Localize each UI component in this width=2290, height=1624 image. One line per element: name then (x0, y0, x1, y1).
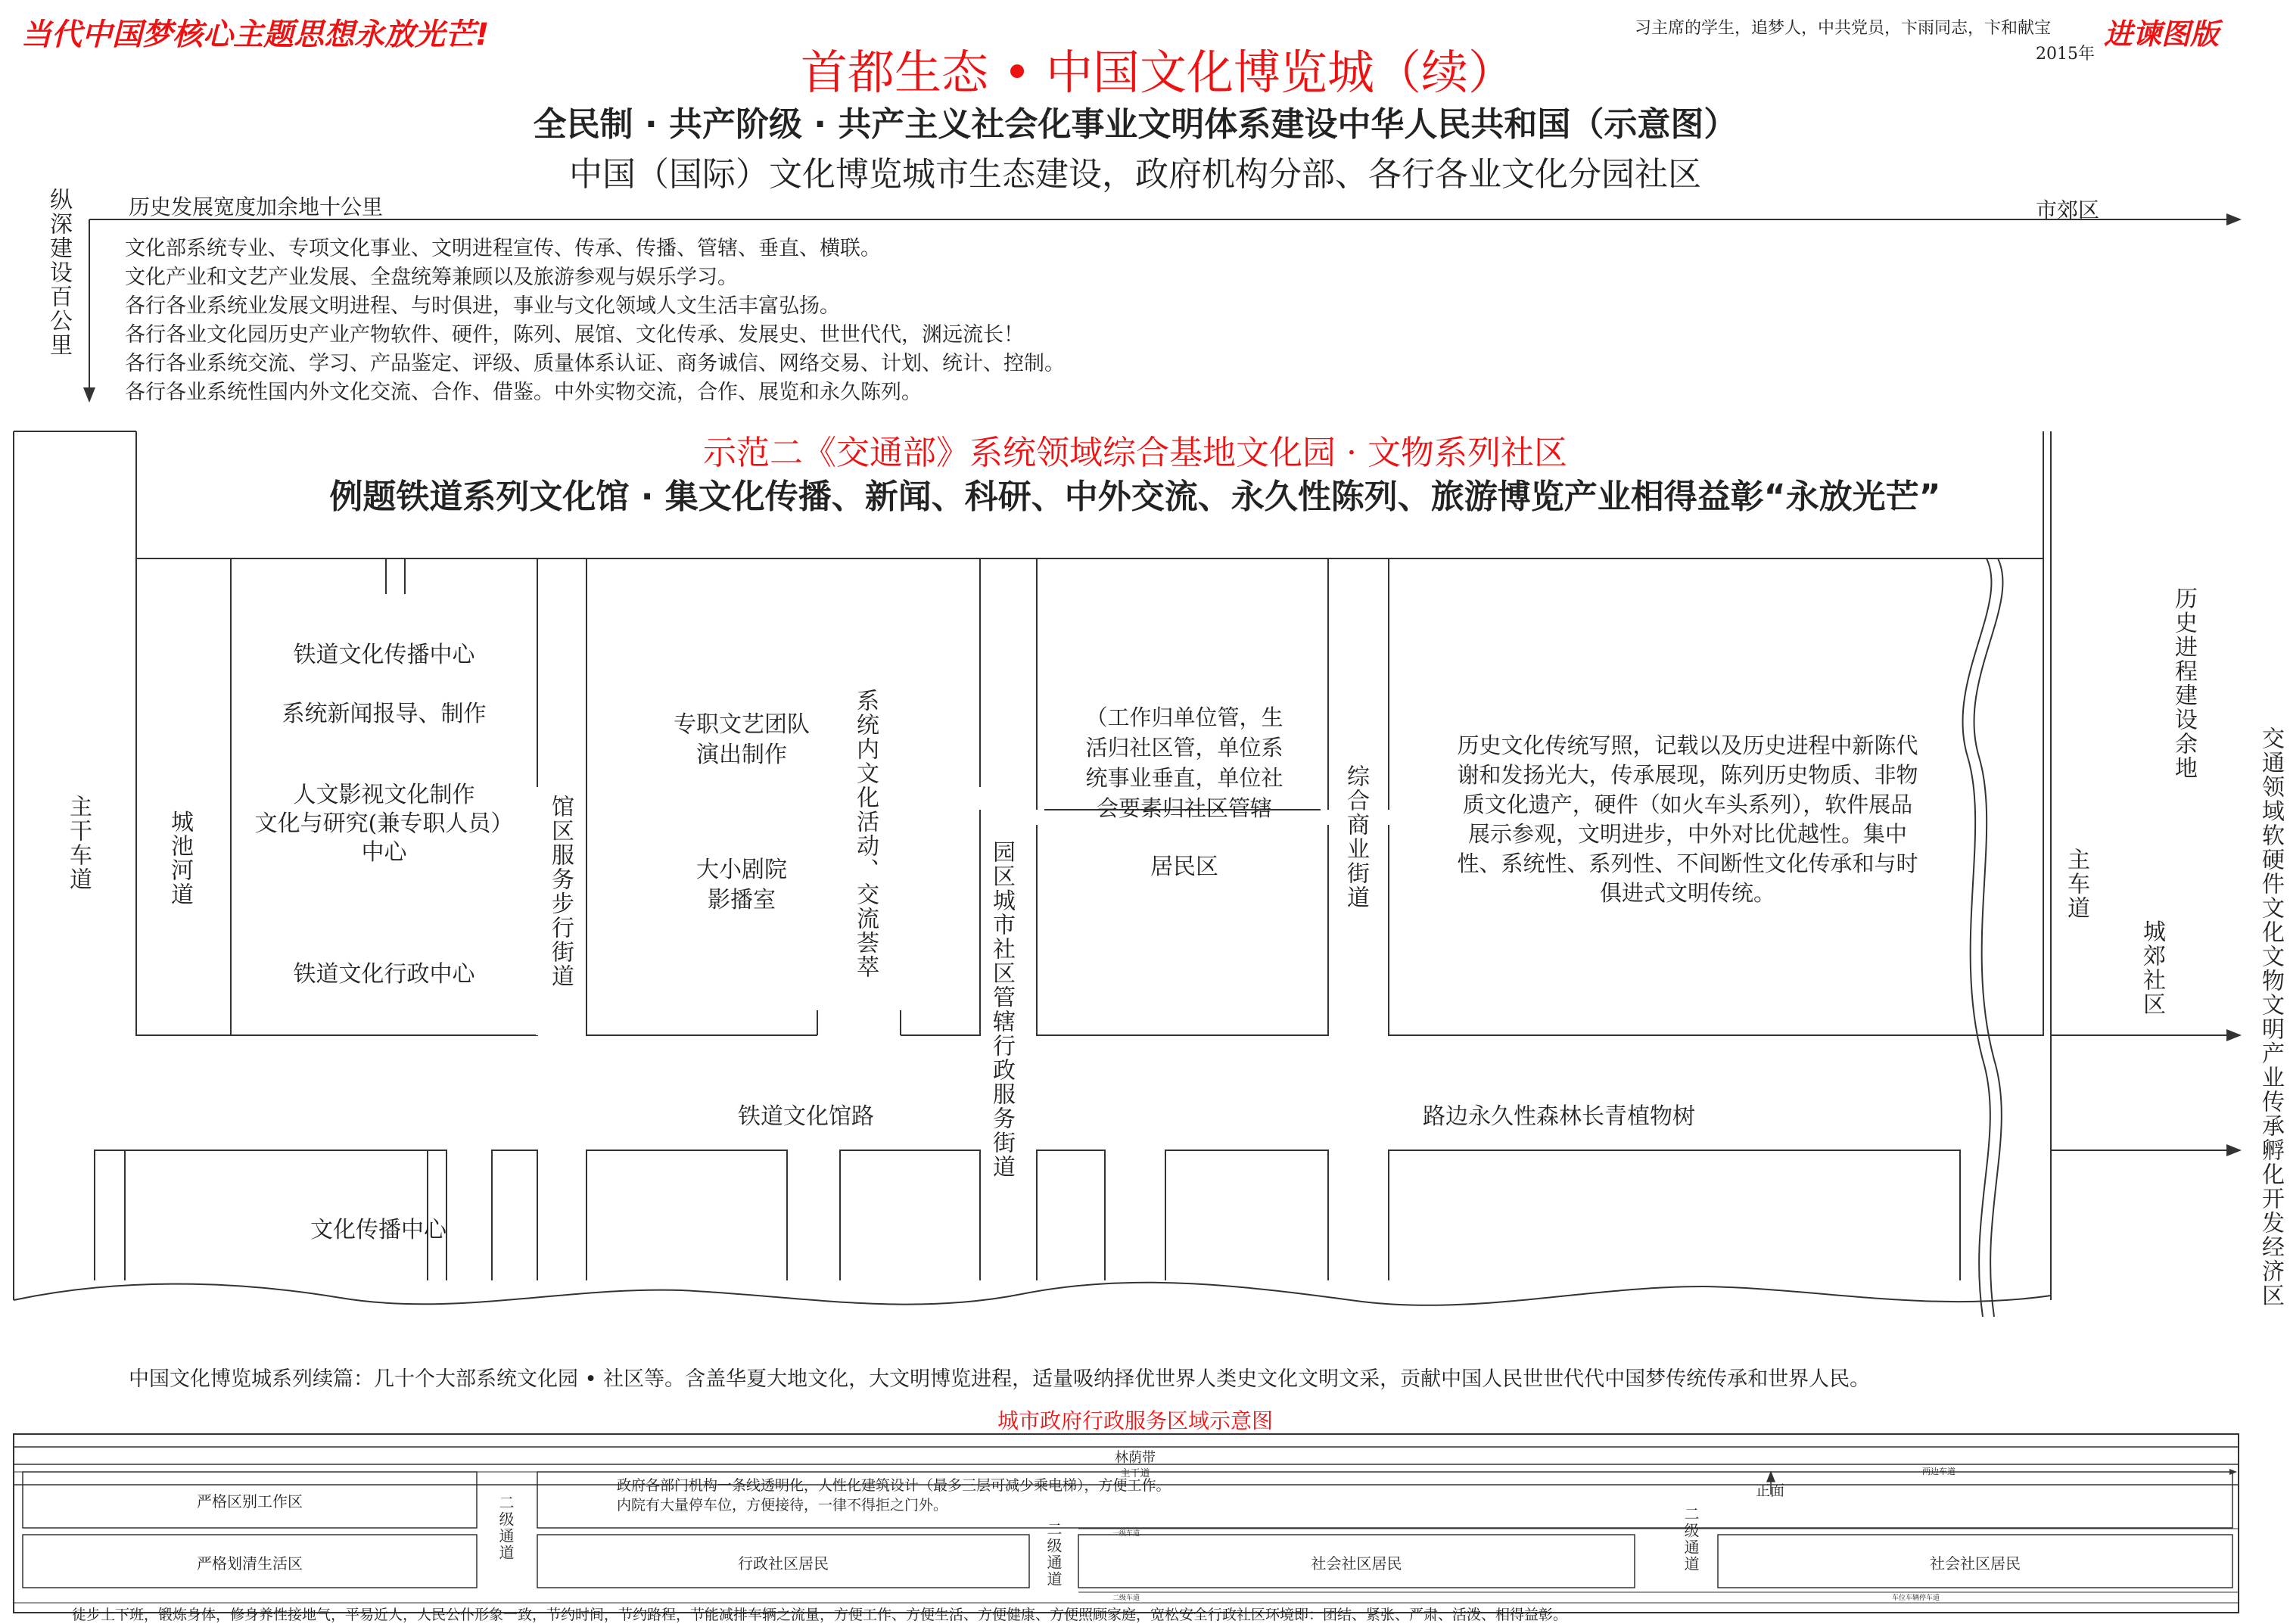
block1-news: 系统新闻报导、制作 (282, 701, 487, 727)
block1-media-line: 文化与研究(兼专职人员） (254, 810, 514, 837)
intro-line: 文化部系统专业、专项文化事业、文明进程宣传、传承、传播、管辖、垂直、横联。 (125, 237, 881, 260)
work-zone: 严格区别工作区 (197, 1492, 303, 1510)
block3-residential: 居民区 (1150, 854, 1218, 880)
admin-street: 园区城市社区管辖行政服务街道 (988, 840, 1015, 1179)
service-street: 馆区服务步行街道 (547, 795, 574, 988)
culture-center: 文化传播中心 (310, 1217, 446, 1243)
channel-2: 二级通道 (1044, 1521, 1063, 1588)
bidirectional-label: 两边车道 (1922, 1467, 1956, 1476)
gate-label: 正面 (1756, 1482, 1785, 1499)
block3-note (1044, 702, 1324, 823)
parking-road: 车位车辆停车道 (1892, 1594, 1940, 1602)
greenbelt-label: 林荫带 (1115, 1450, 1156, 1466)
main-road-right: 主车道 (2063, 848, 2089, 920)
block4-text (1415, 731, 1960, 908)
gov-title: 城市政府行政服务区域示意图 (997, 1408, 1273, 1433)
block2-activities: 系统内文化活动、交流荟萃 (852, 689, 879, 979)
block3-note-line: （工作归单位管，生 (1085, 705, 1283, 730)
intro-line: 文化产业和文艺产业发展、全盘统筹兼顾以及旅游参观与娱乐学习。 (125, 266, 738, 289)
admin-residents: 行政社区居民 (738, 1554, 829, 1573)
block4-text-line: 谢和发扬光大，传承展现，陈列历史物质、非物 (1457, 762, 1918, 788)
gov-description-line: 政府各部门机构一条线透明化，人性化建筑设计（最多三层可减少乘电梯），方便工作。 (617, 1477, 1171, 1494)
block1-title: 铁道文化传播中心 (293, 642, 475, 668)
level1-road: 一级车道 (1112, 1530, 1140, 1538)
block2-troupe-line: 演出制作 (696, 742, 787, 768)
intro-line: 各行各业文化园历史产业产物软件、硬件，陈列、展馆、文化传承、发展史、世世代代，渊远流长！ (125, 323, 1024, 347)
forest-road: 路边永久性森林长青植物树 (1423, 1103, 1695, 1130)
brand-label: 进谏图版 (2104, 17, 2220, 51)
level2-road: 二级车道 (1112, 1594, 1140, 1602)
block2-troupe (621, 710, 863, 770)
block1-media-line: 中心 (361, 839, 407, 866)
gov-bottom-line: 徒步上下班，锻炼身体，修身养性接地气，平易近人，人民公仆形象一致，节约时间，节约路程，节能减排车辆之流量，方便工作、方便生活、方便健康、方便照顾家庭，宽松安全行政社区环境即：团结、紧张、严肃、活泼、相得益彰。 (72, 1607, 1568, 1623)
intro-line: 各行各业系统交流、学习、产品鉴定、评级、质量体系认证、商务诚信、网络交易、计划、统计、控制。 (125, 352, 1065, 375)
footer-note: 中国文化博览城系列续篇：几十个大部系统文化园 • 社区等。含盖华夏大地文化，大文明博览进程，适量吸纳择优世界人类史文化文明文采，贡献中国人民世世代代中国梦传统传承和世界人民。 (129, 1367, 1871, 1391)
block3-note-line: 会要素归社区管辖 (1096, 795, 1272, 821)
history-reserve: 历史进程建设余地 (2170, 586, 2197, 780)
railway-road: 铁道文化馆路 (738, 1103, 874, 1130)
section-title: 示范二《交通部》系统领域综合基地文化园 · 文物系列社区 (703, 434, 1567, 472)
subtitle-secondary: 中国（国际）文化博览城市生态建设，政府机构分部、各行各业文化分园社区 (569, 155, 1701, 194)
social-residents-1: 社会社区居民 (1311, 1554, 1402, 1573)
main-road-left: 主干车道 (65, 795, 92, 891)
intro-list (125, 235, 1065, 407)
commerce-street: 综合商业街道 (1343, 764, 1369, 910)
life-zone: 严格划清生活区 (197, 1554, 303, 1573)
suburb-label: 市郊区 (2036, 198, 2100, 222)
main-road-label: 主干道 (1120, 1468, 1150, 1479)
channel-3: 二级通道 (1682, 1506, 1700, 1573)
intro-line: 各行各业系统性国内外文化交流、合作、借鉴。中外实物交流，合作、展览和永久陈列。 (125, 381, 922, 404)
block2-troupe-line: 专职文艺团队 (674, 711, 810, 738)
block2-theatre-line: 大小剧院 (696, 857, 787, 883)
block2-theatre-line: 影播室 (708, 887, 776, 913)
subtitle-main: 全民制 · 共产阶级 · 共产主义社会化事业文明体系建设中华人民共和国（示意图） (533, 105, 1738, 144)
gov-description (617, 1476, 1171, 1515)
block4-text-line: 性、系统性、系列性、不间断性文化传承和与时 (1457, 851, 1918, 876)
block4-text-line: 质文化遗产，硬件（如火车头系列），软件展品 (1462, 792, 1913, 817)
block1-media-line: 人文影视文化制作 (293, 782, 475, 808)
vertical-axis-label: 纵深建设百公里 (45, 188, 72, 357)
social-residents-2: 社会社区居民 (1930, 1554, 2021, 1573)
block2-theatre (621, 855, 863, 916)
block1-media (231, 781, 537, 867)
gov-description-line: 内院有大量停车位，方便接待，一律不得拒之门外。 (617, 1497, 948, 1514)
year-label: 2015年 (2036, 45, 2095, 64)
page-title: 首都生态 • 中国文化博览城（续） (801, 45, 1515, 100)
horizontal-axis-label: 历史发展宽度加余地十公里 (129, 194, 384, 219)
channel-1: 二级通道 (496, 1495, 515, 1561)
block4-text-line: 历史文化传统写照，记载以及历史进程中新陈代 (1457, 733, 1918, 758)
section-subtitle: 例题铁道系列文化馆 · 集文化传播、新闻、科研、中外交流、永久性陈列、旅游博览产业相得益彰“永放光芒” (329, 478, 1941, 516)
block4-text-line: 展示参观，文明进步，中外对比优越性。集中 (1467, 821, 1907, 847)
block1-admin: 铁道文化行政中心 (293, 961, 475, 988)
block3-note-line: 活归社区管，单位系 (1085, 735, 1283, 761)
block4-text-line: 俱进式文明传统。 (1599, 880, 1775, 906)
transport-zone: 交通领域软硬件文化文物文明产业传承孵化开发经济区 (2257, 726, 2284, 1308)
slogan: 当代中国梦核心主题思想永放光芒! (21, 17, 490, 52)
block3-note-line: 统事业垂直，单位社 (1085, 765, 1283, 791)
intro-line: 各行各业系统业发展文明进程、与时俱进，事业与文化领域人文生活丰富弘扬。 (125, 294, 840, 318)
moat-label: 城池河道 (166, 810, 193, 907)
suburban-community: 城郊社区 (2139, 919, 2165, 1016)
wavy-edge (14, 1283, 2051, 1305)
author-line: 习主席的学生，追梦人，中共党员，卞雨同志，卞和献宝 (1635, 19, 2052, 38)
